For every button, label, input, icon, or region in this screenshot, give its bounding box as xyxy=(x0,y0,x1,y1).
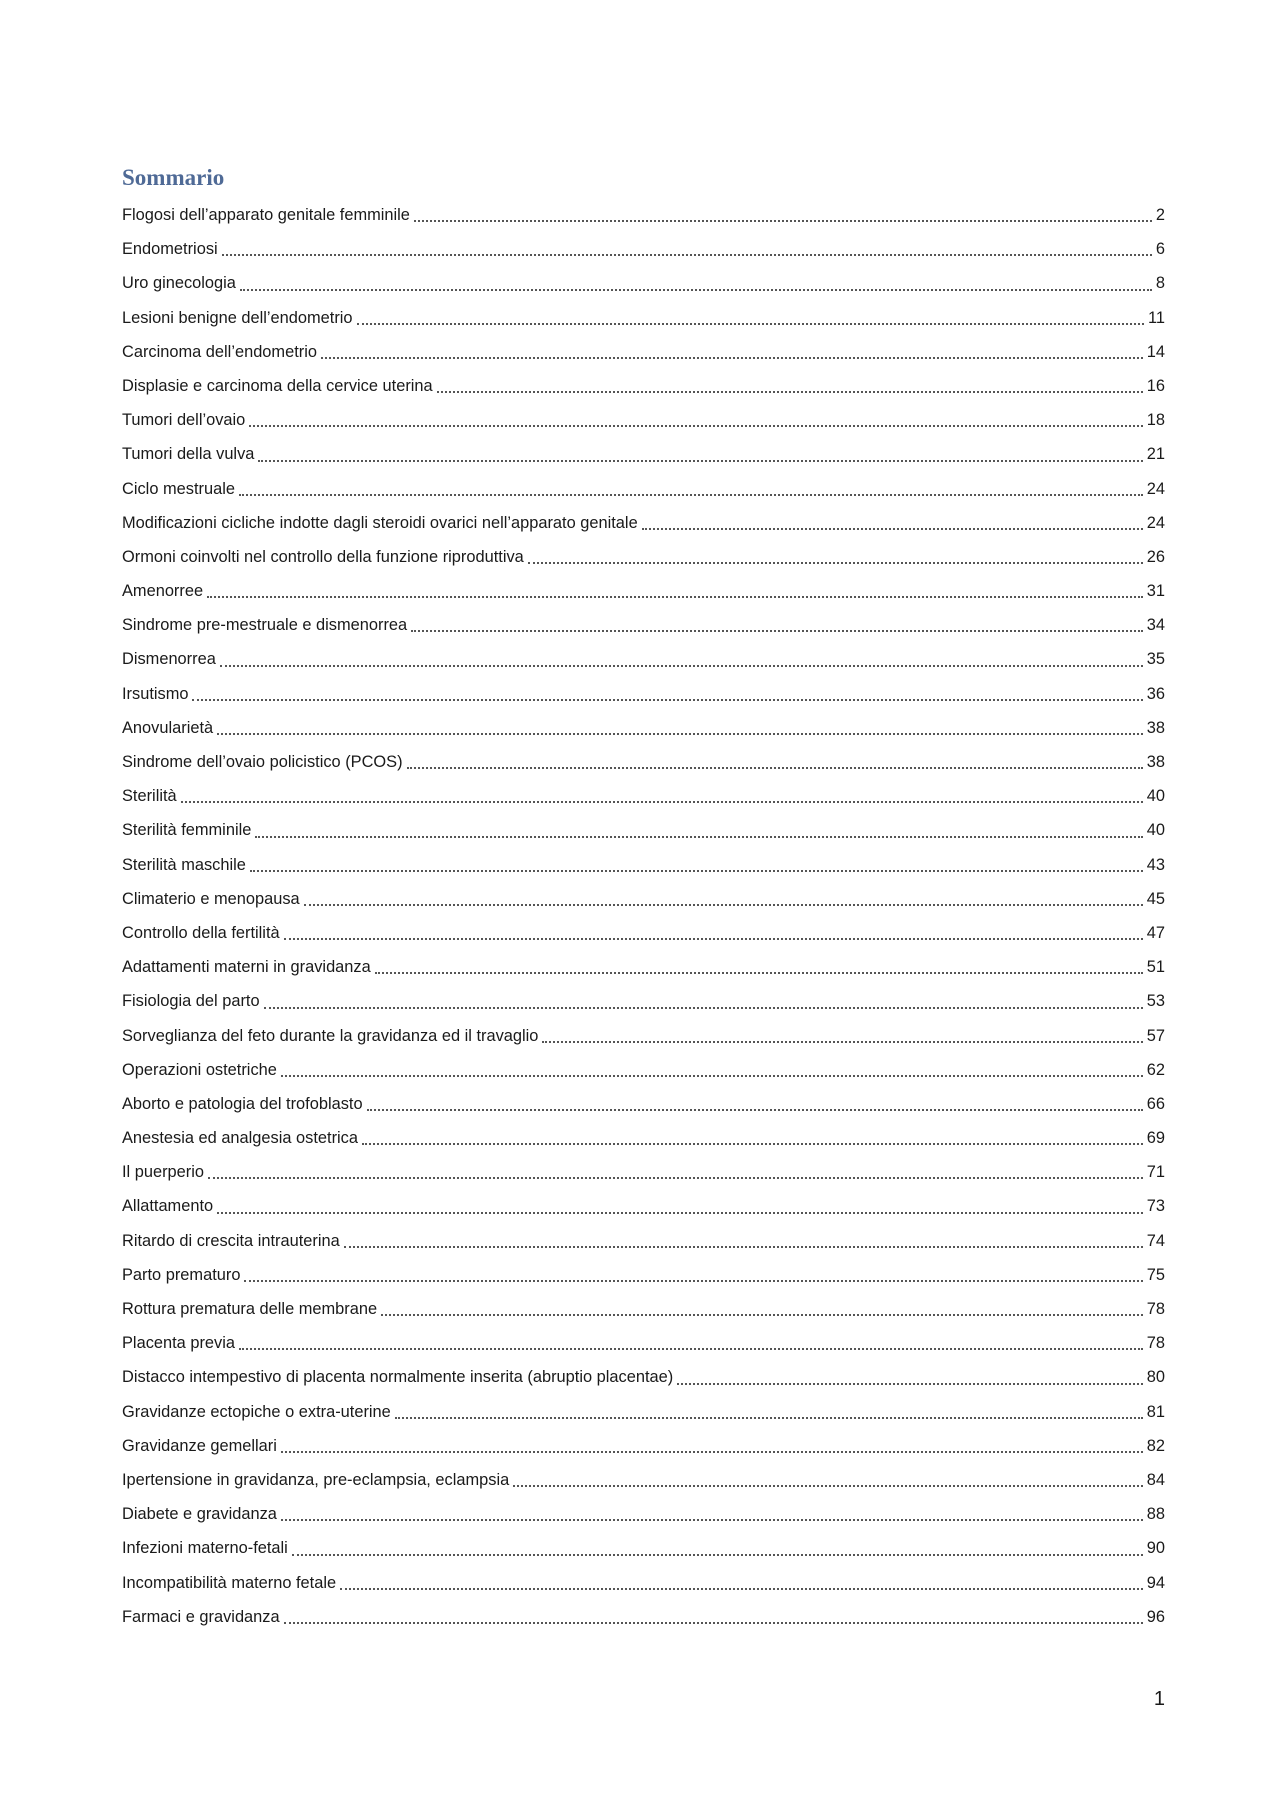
toc-dot-leader xyxy=(642,527,1143,530)
toc-dot-leader xyxy=(362,1142,1143,1145)
toc-dot-leader xyxy=(375,971,1143,974)
toc-entry-title: Ritardo di crescita intrauterina xyxy=(122,1231,340,1250)
toc-dot-leader xyxy=(367,1108,1143,1111)
toc-dot-leader xyxy=(217,1211,1143,1214)
toc-dot-leader xyxy=(292,1553,1143,1556)
toc-dot-leader xyxy=(395,1416,1143,1419)
toc-dot-leader xyxy=(207,595,1143,598)
toc-entry[interactable] xyxy=(122,574,1165,608)
toc-entry-title: Sterilità femminile xyxy=(122,821,252,840)
toc-entry-title: Ormoni coinvolti nel controllo della funzione riproduttiva xyxy=(122,547,524,566)
toc-entry-page: 69 xyxy=(1146,1129,1165,1148)
toc-entry-title: Sterilità xyxy=(122,787,177,806)
toc-entry[interactable] xyxy=(122,1497,1165,1531)
toc-entry[interactable] xyxy=(122,642,1165,676)
toc-entry-title: Carcinoma dell’endometrio xyxy=(122,342,317,361)
toc-dot-leader xyxy=(411,629,1143,632)
toc-entry[interactable] xyxy=(122,1531,1165,1565)
toc-entry[interactable] xyxy=(122,745,1165,779)
toc-entry[interactable] xyxy=(122,848,1165,882)
toc-entry-title: Allattamento xyxy=(122,1197,214,1216)
table-of-contents xyxy=(122,198,1165,1634)
toc-entry-page: 74 xyxy=(1146,1231,1165,1250)
toc-dot-leader xyxy=(513,1484,1143,1487)
toc-entry-title: Fisiologia del parto xyxy=(122,992,260,1011)
toc-entry-title: Gravidanze gemellari xyxy=(122,1436,277,1455)
toc-entry-page: 66 xyxy=(1146,1094,1165,1113)
toc-entry-title: Anovularietà xyxy=(122,718,214,737)
toc-entry-title: Flogosi dell’apparato genitale femminile xyxy=(122,206,410,224)
toc-entry[interactable] xyxy=(122,301,1165,335)
toc-entry-page: 90 xyxy=(1146,1539,1165,1558)
toc-dot-leader xyxy=(344,1245,1143,1248)
toc-entry-title: Placenta previa xyxy=(122,1334,235,1353)
toc-entry-page: 6 xyxy=(1155,240,1165,259)
toc-dot-leader xyxy=(264,1006,1143,1009)
toc-entry-page: 38 xyxy=(1146,753,1165,771)
toc-entry-page: 14 xyxy=(1146,342,1165,361)
toc-entry-page: 35 xyxy=(1146,650,1165,669)
toc-dot-leader xyxy=(258,459,1142,462)
toc-entry[interactable] xyxy=(122,1395,1165,1429)
toc-entry[interactable] xyxy=(122,266,1165,300)
toc-dot-leader xyxy=(414,219,1152,222)
toc-dot-leader xyxy=(240,288,1152,291)
toc-entry-title: Displasie e carcinoma della cervice uterina xyxy=(122,376,433,395)
toc-entry-title: Il puerperio xyxy=(122,1163,205,1182)
toc-dot-leader xyxy=(677,1382,1143,1385)
toc-entry-title: Aborto e patologia del trofoblasto xyxy=(122,1094,363,1113)
toc-entry-title: Ciclo mestruale xyxy=(122,479,235,498)
toc-dot-leader xyxy=(304,903,1143,906)
toc-dot-leader xyxy=(321,356,1143,359)
toc-dot-leader xyxy=(192,698,1142,701)
toc-entry-page: 40 xyxy=(1146,787,1165,806)
toc-dot-leader xyxy=(181,800,1143,803)
toc-entry[interactable] xyxy=(122,335,1165,369)
toc-entry[interactable] xyxy=(122,1429,1165,1463)
toc-entry[interactable] xyxy=(122,1121,1165,1155)
toc-entry[interactable] xyxy=(122,1019,1165,1053)
toc-entry-title: Ipertensione in gravidanza, pre-eclampsia, eclampsia xyxy=(122,1470,510,1489)
toc-entry[interactable] xyxy=(122,711,1165,745)
toc-entry-page: 47 xyxy=(1146,923,1165,942)
toc-entry-page: 80 xyxy=(1146,1368,1165,1387)
toc-entry[interactable] xyxy=(122,1189,1165,1223)
toc-entry-page: 36 xyxy=(1146,684,1165,703)
toc-entry-title: Irsutismo xyxy=(122,684,189,703)
toc-entry[interactable] xyxy=(122,1224,1165,1258)
toc-entry[interactable] xyxy=(122,198,1165,232)
toc-entry-page: 78 xyxy=(1146,1300,1165,1318)
toc-entry[interactable] xyxy=(122,1600,1165,1634)
toc-entry[interactable] xyxy=(122,232,1165,266)
toc-entry-page: 71 xyxy=(1146,1163,1165,1182)
toc-entry-page: 43 xyxy=(1146,855,1165,874)
toc-entry[interactable] xyxy=(122,1360,1165,1394)
toc-entry-title: Sterilità maschile xyxy=(122,855,246,874)
toc-entry-page: 38 xyxy=(1146,718,1165,737)
toc-dot-leader xyxy=(222,253,1152,256)
toc-entry-title: Sindrome pre-mestruale e dismenorrea xyxy=(122,616,408,635)
toc-entry[interactable] xyxy=(122,1292,1165,1326)
toc-dot-leader xyxy=(281,1518,1143,1521)
toc-entry-page: 53 xyxy=(1146,992,1165,1011)
toc-entry-page: 73 xyxy=(1146,1197,1165,1216)
toc-entry-title: Anestesia ed analgesia ostetrica xyxy=(122,1129,358,1148)
toc-entry-page: 24 xyxy=(1146,479,1165,498)
toc-entry-title: Infezioni materno-fetali xyxy=(122,1539,288,1558)
toc-entry[interactable] xyxy=(122,950,1165,984)
toc-entry-title: Modificazioni cicliche indotte dagli steroidi ovarici nell’apparato genitale xyxy=(122,513,638,532)
toc-dot-leader xyxy=(220,664,1143,667)
toc-entry[interactable] xyxy=(122,1463,1165,1497)
toc-dot-leader xyxy=(239,493,1143,496)
toc-entry[interactable] xyxy=(122,677,1165,711)
toc-dot-leader xyxy=(208,1176,1143,1179)
toc-entry-title: Sindrome dell’ovaio policistico (PCOS) xyxy=(122,753,403,771)
toc-entry-page: 51 xyxy=(1146,958,1165,977)
toc-entry[interactable] xyxy=(122,1155,1165,1189)
toc-entry-page: 2 xyxy=(1155,206,1165,224)
toc-dot-leader xyxy=(407,766,1143,769)
toc-entry[interactable] xyxy=(122,608,1165,642)
toc-entry[interactable] xyxy=(122,506,1165,540)
toc-entry-title: Gravidanze ectopiche o extra-uterine xyxy=(122,1402,391,1421)
toc-entry-page: 34 xyxy=(1146,616,1165,635)
toc-entry-title: Parto prematuro xyxy=(122,1265,241,1284)
toc-entry[interactable] xyxy=(122,437,1165,471)
toc-entry-page: 88 xyxy=(1146,1505,1165,1524)
toc-entry-page: 18 xyxy=(1146,411,1165,430)
toc-entry-title: Adattamenti materni in gravidanza xyxy=(122,958,371,977)
toc-title: Sommario xyxy=(122,165,225,190)
toc-dot-leader xyxy=(357,322,1144,325)
toc-entry-title: Uro ginecologia xyxy=(122,274,236,293)
toc-entry[interactable] xyxy=(122,1087,1165,1121)
toc-entry[interactable] xyxy=(122,813,1165,847)
toc-entry-title: Climaterio e menopausa xyxy=(122,889,300,908)
toc-entry[interactable] xyxy=(122,472,1165,506)
toc-dot-leader xyxy=(239,1347,1143,1350)
toc-entry-page: 57 xyxy=(1146,1026,1165,1045)
toc-entry-page: 24 xyxy=(1146,513,1165,532)
toc-entry-title: Endometriosi xyxy=(122,240,218,259)
toc-entry-title: Tumori dell’ovaio xyxy=(122,411,246,430)
toc-dot-leader xyxy=(281,1450,1143,1453)
toc-entry-page: 8 xyxy=(1155,274,1165,293)
toc-dot-leader xyxy=(542,1040,1142,1043)
toc-entry-title: Operazioni ostetriche xyxy=(122,1060,277,1079)
toc-entry-title: Distacco intempestivo di placenta normalmente inserita (abruptio placentae) xyxy=(122,1368,674,1387)
toc-entry-title: Incompatibilità materno fetale xyxy=(122,1573,337,1592)
toc-entry-title: Tumori della vulva xyxy=(122,445,255,464)
toc-entry-title: Farmaci e gravidanza xyxy=(122,1607,280,1626)
toc-dot-leader xyxy=(437,390,1143,393)
toc-entry-page: 26 xyxy=(1146,547,1165,566)
toc-entry-page: 40 xyxy=(1146,821,1165,840)
toc-entry-page: 96 xyxy=(1146,1607,1165,1626)
toc-entry-page: 45 xyxy=(1146,889,1165,908)
toc-entry-page: 84 xyxy=(1146,1470,1165,1489)
toc-entry-page: 21 xyxy=(1146,445,1165,464)
toc-entry-page: 31 xyxy=(1146,582,1165,601)
toc-entry[interactable] xyxy=(122,882,1165,916)
toc-entry-title: Lesioni benigne dell’endometrio xyxy=(122,308,353,327)
toc-entry-page: 16 xyxy=(1146,376,1165,395)
toc-dot-leader xyxy=(250,869,1143,872)
toc-entry[interactable] xyxy=(122,779,1165,813)
toc-entry-page: 81 xyxy=(1146,1402,1165,1421)
toc-entry[interactable] xyxy=(122,984,1165,1018)
toc-entry[interactable] xyxy=(122,540,1165,574)
page-number: 1 xyxy=(1153,1688,1165,1710)
toc-dot-leader xyxy=(284,1621,1143,1624)
toc-entry[interactable] xyxy=(122,1053,1165,1087)
toc-entry[interactable] xyxy=(122,369,1165,403)
toc-dot-leader xyxy=(244,1279,1142,1282)
toc-dot-leader xyxy=(281,1074,1143,1077)
toc-dot-leader xyxy=(340,1587,1143,1590)
toc-entry-title: Sorveglianza del feto durante la gravidanza ed il travaglio xyxy=(122,1026,539,1045)
toc-entry[interactable] xyxy=(122,916,1165,950)
toc-dot-leader xyxy=(249,424,1142,427)
toc-dot-leader xyxy=(255,835,1142,838)
toc-entry-title: Dismenorrea xyxy=(122,650,216,669)
toc-entry-page: 78 xyxy=(1146,1334,1165,1353)
toc-dot-leader xyxy=(528,561,1143,564)
toc-entry-page: 94 xyxy=(1146,1573,1165,1592)
toc-entry[interactable] xyxy=(122,403,1165,437)
toc-entry-page: 11 xyxy=(1147,308,1165,327)
toc-entry-title: Diabete e gravidanza xyxy=(122,1505,277,1524)
toc-entry-title: Controllo della fertilità xyxy=(122,923,280,942)
toc-entry-page: 62 xyxy=(1146,1060,1165,1079)
toc-entry[interactable] xyxy=(122,1566,1165,1600)
toc-entry[interactable] xyxy=(122,1258,1165,1292)
toc-dot-leader xyxy=(381,1313,1143,1316)
toc-entry[interactable] xyxy=(122,1326,1165,1360)
toc-entry-title: Rottura prematura delle membrane xyxy=(122,1300,378,1318)
toc-dot-leader xyxy=(217,732,1143,735)
toc-dot-leader xyxy=(284,937,1143,940)
toc-entry-page: 75 xyxy=(1146,1265,1165,1284)
toc-entry-title: Amenorree xyxy=(122,582,204,601)
toc-entry-page: 82 xyxy=(1146,1436,1165,1455)
